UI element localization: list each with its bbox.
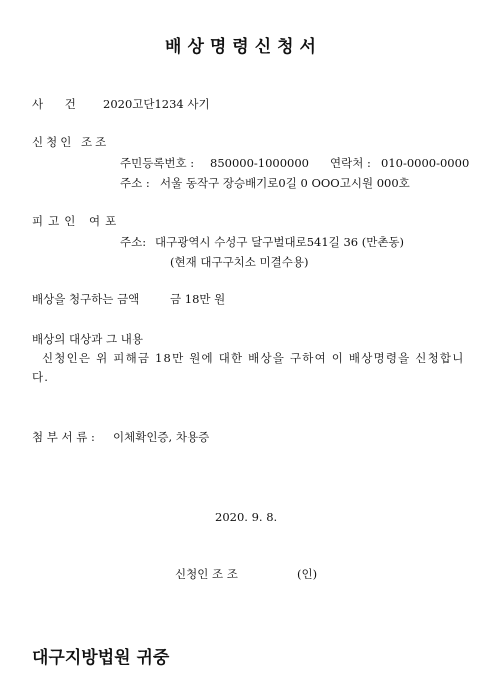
claim-details-text: 신청인은 위 피해금 18만 원에 대한 배상을 구하여 이 배상명령을 신청합니다.	[32, 351, 465, 384]
applicant-address-label: 주소 :	[120, 176, 150, 190]
defendant-label: 피고인 여포	[32, 214, 122, 228]
applicant-label: 신청인 조조	[32, 135, 110, 149]
claim-details-label: 배상의 대상과 그 내용	[32, 332, 143, 346]
case-value: 2020고단1234 사기	[103, 97, 210, 111]
defendant-address-label: 주소:	[120, 235, 147, 249]
defendant-current-location: (현재 대구구치소 미결수용)	[170, 255, 309, 269]
claim-amount-label: 배상을 청구하는 금액	[32, 292, 140, 306]
applicant-address-value: 서울 동작구 장승배기로0길 0 OOO고시원 000호	[160, 176, 410, 190]
attachments-label: 첨 부 서 류 :	[32, 430, 95, 444]
attachments-value: 이체확인증, 차용증	[113, 430, 210, 444]
court-addressee: 대구지방법원 귀중	[32, 648, 170, 668]
document-title: 배상명령신청서	[165, 37, 322, 57]
claim-amount-value: 금 18만 원	[170, 292, 226, 306]
signature-seal: (인)	[297, 567, 318, 581]
applicant-id-value: 850000-1000000	[210, 156, 310, 170]
document-date: 2020. 9. 8.	[215, 510, 278, 524]
applicant-phone-label: 연락처 :	[330, 156, 371, 170]
applicant-id-label: 주민등록번호 :	[120, 156, 195, 170]
signature-name: 신청인 조 조	[175, 567, 238, 581]
applicant-phone-value: 010-0000-0000	[381, 156, 470, 170]
case-label: 사 건	[32, 97, 76, 111]
defendant-address-value: 대구광역시 수성구 달구벌대로541길 36 (만촌동)	[155, 235, 405, 249]
